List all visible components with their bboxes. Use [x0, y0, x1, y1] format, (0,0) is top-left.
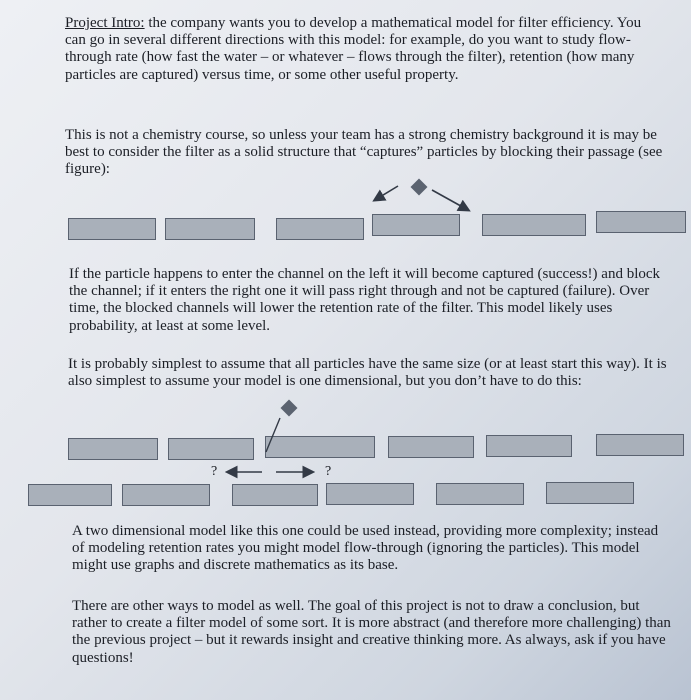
filter-block	[68, 218, 156, 240]
filter-block	[28, 484, 112, 506]
filter-block	[482, 214, 586, 236]
filter-block	[122, 484, 210, 506]
filter-block	[265, 436, 375, 458]
particle-icon	[281, 400, 298, 417]
filter-block	[168, 438, 254, 460]
filter-block	[68, 438, 158, 460]
intro-heading: Project Intro:	[65, 15, 145, 31]
filter-block	[486, 435, 572, 457]
filter-block	[276, 218, 364, 240]
left-question-mark: ?	[211, 464, 218, 479]
capture-paragraph: If the particle happens to enter the channel on the left it will become captured (success!) and block the channel; if it enters the right one it will pass right through and not be captured (failure). Over time, the blocked channels will lower the retention rate of the filter. This model likely uses probability, at least at some level.	[69, 266, 661, 334]
capture-arrow	[375, 186, 398, 200]
two-dimensional-paragraph: A two dimensional model like this one could be used instead, providing more complexity; instead of modeling retention rates you might model flow-through (ignoring the particles). This model might use graphs and discrete mathematics as its base.	[72, 523, 659, 574]
intro-paragraph	[65, 15, 665, 84]
filter-block	[326, 483, 414, 505]
filter-structure-paragraph: This is not a chemistry course, so unless your team has a strong chemistry background it is may be best to consider the filter as a solid structure that “captures” particles by blocking their passage (see figure):	[65, 127, 663, 178]
filter-block	[372, 214, 460, 236]
intro-text: the company wants you to develop a mathematical model for filter efficiency. You can go in several different directions with this model: for example, do you want to study flow-through rate (how fast the water – or whatever – flows through the filter), retention (how many particles are captured) versus time, or some other useful property.	[65, 15, 642, 83]
particle-size-paragraph: It is probably simplest to assume that all particles have the same size (or at least start this way). It is also simplest to assume your model is one dimensional, but you don’t have to do this:	[68, 356, 667, 390]
filter-block	[232, 484, 318, 506]
filter-block	[165, 218, 255, 240]
right-question-mark: ?	[325, 464, 332, 479]
particle-icon	[411, 179, 428, 196]
filter-block	[596, 434, 684, 456]
closing-paragraph: There are other ways to model as well. The goal of this project is not to draw a conclusion, but rather to create a filter model of some sort. It is more abstract (and therefore more challenging) than the previous project – but it rewards insight and creative thinking more. As always, ask if you have questions!	[72, 598, 671, 666]
filter-block	[436, 483, 524, 505]
filter-block	[596, 211, 686, 233]
filter-block	[546, 482, 634, 504]
filter-block	[388, 436, 474, 458]
pass-arrow	[432, 190, 468, 210]
